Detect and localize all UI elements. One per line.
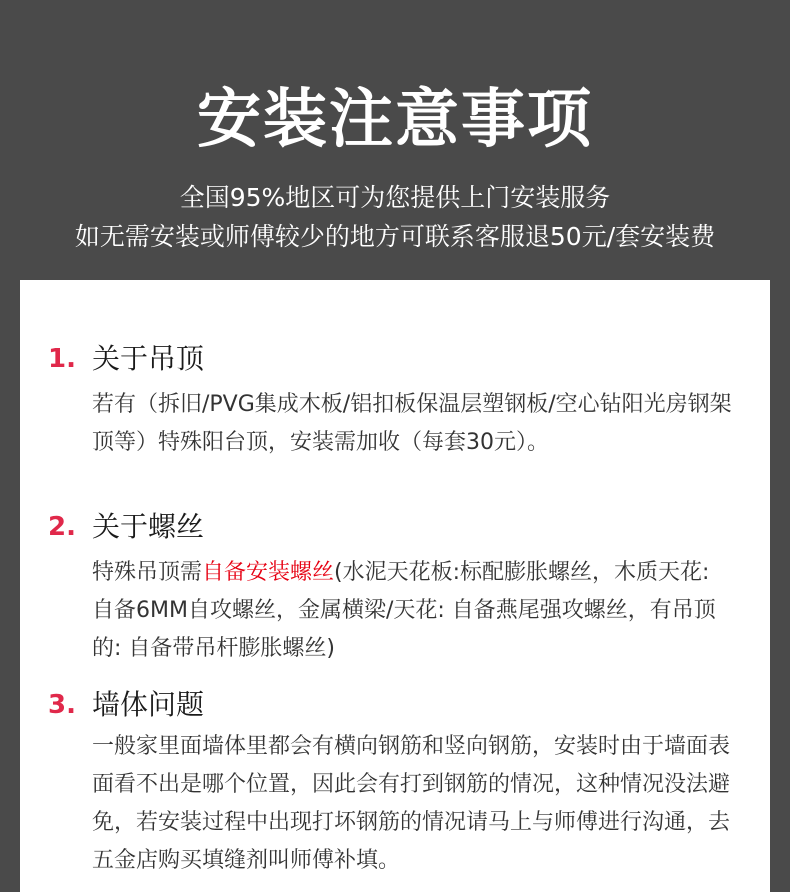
page-title: 安装注意事项: [197, 83, 593, 157]
highlight-text: 自备安装螺丝: [202, 560, 335, 585]
section-title: 墙体问题: [92, 688, 205, 721]
section-number: 3.: [48, 690, 76, 720]
section-number: 2.: [48, 512, 76, 542]
subtitle-service: 全国95%地区可为您提供上门安装服务: [179, 183, 611, 212]
section-title: 关于吊顶: [92, 342, 205, 375]
section-number: 1.: [48, 344, 76, 374]
section-header: [20, 684, 770, 726]
body-text-before: 特殊吊顶需: [92, 560, 203, 585]
notes-card: [20, 280, 770, 892]
section-body: 一般家里面墙体里都会有横向钢筋和竖向钢筋，安装时由于墙面表面看不出是哪个位置，因此会有打到钢筋的情况，这种情况没法避免，若安装过程中出现打坏钢筋的情况请马上与师傅进行沟通，去五金店购买填缝剂叫师傅补填。: [92, 734, 731, 873]
section-ceiling: [20, 338, 770, 462]
section-title: 关于螺丝: [92, 510, 205, 543]
subtitle-refund: 如无需安装或师傅较少的地方可联系客服退50元/套安装费: [74, 222, 716, 251]
section-screws: [20, 506, 770, 668]
body-text-after: (水泥天花板:标配膨胀螺丝，木质天花: 自备6MM自攻螺丝，金属横梁/天花: 自备燕尾强攻螺丝，有吊顶的: 自备带吊杆膨胀螺丝): [92, 560, 716, 661]
section-wall: [20, 684, 770, 880]
section-header: [20, 338, 770, 380]
section-body: 若有（拆旧/PVG集成木板/铝扣板保温层塑钢板/空心钻阳光房钢架顶等）特殊阳台顶，安装需加收（每套30元）。: [92, 392, 732, 455]
section-body: [92, 554, 737, 668]
section-header: [20, 506, 770, 548]
